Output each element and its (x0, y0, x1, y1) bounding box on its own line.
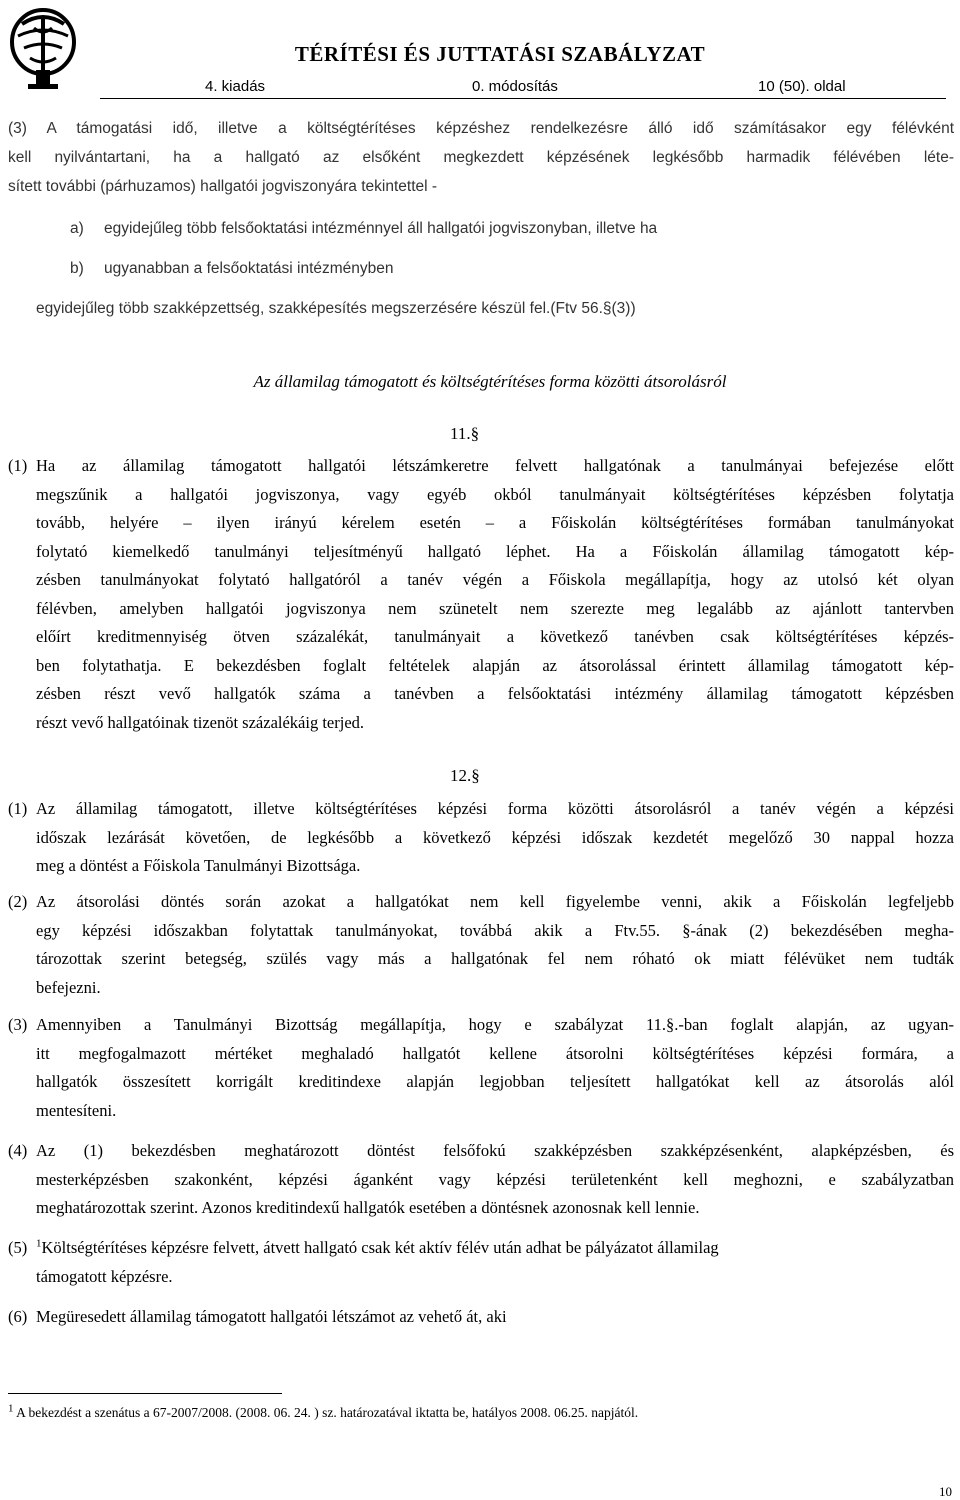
paragraph-line: időszak lezárását követően, de legkésőbb a következő képzési időszak kezdetét megelőző 30 nappal hozza (36, 827, 954, 847)
list-item-a: egyidejűleg több felsőoktatási intézménnyel áll hallgatói jogviszonyban, illetve ha (104, 220, 658, 237)
paragraph-line: támogatott képzésre. (36, 1266, 173, 1286)
section-heading: Az államilag támogatott és költségtérítéses forma közötti átsorolásról (253, 372, 727, 391)
sec11-paragraph-1 (8, 452, 954, 737)
paragraph-line: részt vevő hallgatóinak tizenöt százalékáig terjed. (36, 712, 365, 732)
paragraph-line: mesterképzésben szakonként, képzési áganként vagy képzési területenként kell meghozni, e szabályzatban (36, 1169, 954, 1189)
paragraph-line: mentesíteni. (36, 1100, 117, 1120)
sec12-paragraph-4 (8, 1137, 954, 1223)
list-label-a: a) (70, 220, 84, 237)
paragraph-line: zésben tanulmányokat folytató hallgatóról a tanév végén a Főiskola megállapítja, hogy az utolsó két olyan (36, 570, 954, 589)
page-number: 10 (939, 1484, 952, 1499)
paragraph-line: itt megfogalmazott mértéket meghaladó hallgatót kellene átsorolni költségtérítéses képzési formára, a (36, 1043, 954, 1063)
paragraph-line: kell nyilvántartani, ha a hallgató az elsőként megkezdett képzésének legkésőbb harmadik félévében léte- (8, 149, 954, 166)
paragraph-number: (4) (8, 1141, 28, 1160)
paragraph-line: meghatározottak szerint. Azonos kreditindexű hallgatók esetében a döntésnek azonosnak kell lennie. (36, 1198, 700, 1217)
list-label-b: b) (70, 260, 84, 277)
paragraph-line: Az átsorolási döntés során azokat a hallgatókat nem kell figyelembe venni, akik a Főiskolán legfeljebb (36, 892, 954, 911)
footnote-marker: 1 (8, 1402, 14, 1415)
paragraph-line: meg a döntést a Főiskola Tanulmányi Bizottsága. (36, 856, 361, 875)
footnote (8, 1402, 639, 1421)
header-modification: 0. módosítás (472, 78, 558, 95)
paragraph-3 (8, 114, 954, 201)
section-number-11: 11.§ (450, 424, 480, 443)
paragraph-line: ben folytathatja. E bekezdésben foglalt feltételek alapján az átsorolással érintett államilag támogatott kép- (36, 655, 954, 675)
footnote-reference: 1 (36, 1237, 42, 1250)
document-title: TÉRÍTÉSI ÉS JUTTATÁSI SZABÁLYZAT (294, 42, 706, 66)
footnote-divider (8, 1393, 282, 1394)
paragraph-line: Amennyiben a Tanulmányi Bizottság megállapítja, hogy e szabályzat 11.§.-ban foglalt alapján, az ugyan- (36, 1015, 954, 1034)
sec12-paragraph-3 (8, 1011, 954, 1125)
paragraph-number: (1) (8, 456, 28, 475)
paragraph-number: (3) (8, 120, 27, 137)
paragraph-line: tározottak szerint betegség, szülés vagy más a hallgatónak fel nem róható ok miatt félévüket nem tudták (36, 949, 954, 968)
paragraph-line: egy képzési időszakban folytattak tanulmányokat, továbbá akik a Ftv.55. §-ának (2) bekezdésében megha- (36, 920, 954, 940)
paragraph-number: (2) (8, 892, 28, 911)
paragraph-3-closing: egyidejűleg több szakképzettség, szakképesítés megszerzésére készül fel.(Ftv 56.§(3)) (36, 300, 636, 317)
sec12-paragraph-2 (8, 888, 954, 1002)
paragraph-line: zésben részt vevő hallgatók száma a tanévben a felsőoktatási intézmény államilag támogatott képzésben (36, 684, 954, 703)
paragraph-line: folytató kiemelkedő tanulmányi teljesítményű hallgató léphet. Ha a Főiskolán államilag támogatott kép- (36, 541, 954, 561)
sec12-paragraph-5 (8, 1234, 954, 1291)
section-number-12: 12.§ (450, 766, 480, 785)
paragraph-number: (1) (8, 799, 28, 818)
sec12-paragraph-1 (8, 795, 954, 881)
header-divider (100, 98, 946, 99)
paragraph-line: Megüresedett államilag támogatott hallgatói létszámot az vehető át, aki (36, 1307, 507, 1326)
paragraph-line: A támogatási idő, illetve a költségtérítéses képzéshez rendelkezésre álló idő számításakor egy félévként (46, 120, 954, 137)
sec12-paragraph-6 (8, 1303, 954, 1332)
paragraph-line: tovább, helyére – ilyen irányú kérelem esetén – a Főiskolán költségtérítéses formában tanulmányokat (36, 513, 954, 532)
paragraph-number: (5) (8, 1238, 28, 1257)
paragraph-line: befejezni. (36, 977, 101, 997)
paragraph-line: Ha az államilag támogatott hallgatói létszámkeretre felvett hallgatónak a tanulmányai befejezése előtt (36, 456, 954, 475)
paragraph-line: Az (1) bekezdésben meghatározott döntést felsőfokú szakképzésben szakképzésenként, alapképzésben, és (36, 1141, 954, 1160)
paragraph-line: sített további (párhuzamos) hallgatói jogviszonyára tekintettel - (8, 178, 438, 195)
header-edition: 4. kiadás (205, 78, 266, 95)
list-item-b: ugyanabban a felsőoktatási intézményben (104, 260, 394, 277)
paragraph-line: előírt kreditmennyiség ötven százalékát, tanulmányait a következő tanévben csak költségtérítéses képzés- (36, 627, 954, 646)
paragraph-number: (3) (8, 1015, 28, 1034)
paragraph-line: megszűnik a hallgatói jogviszonya, vagy egyéb okból tanulmányait költségtérítéses képzésben folytatja (36, 484, 954, 504)
paragraph-line: hallgatók összesített korrigált kreditindexe alapján legjobban teljesített hallgatókat kell az átsorolás alól (36, 1072, 954, 1091)
paragraph-line: Az államilag támogatott, illetve költségtérítéses képzési forma közötti átsorolásról a tanév végén a képzési (36, 799, 954, 818)
footnote-text: A bekezdést a szenátus a 67-2007/2008. (2008. 06. 24. ) sz. határozatával iktatta be, hatályos 2008. 06.25. napjától. (16, 1405, 639, 1420)
paragraph-number: (6) (8, 1307, 28, 1326)
paragraph-line: félévben, amelyben hallgatói jogviszonya nem szünetelt nem szerezte meg legalább az ajánlott tantervben (36, 598, 954, 618)
header-page: 10 (50). oldal (758, 78, 846, 95)
paragraph-line: Költségtérítéses képzésre felvett, átvett hallgató csak két aktív félév után adhat be pályázatot államilag (41, 1238, 719, 1257)
